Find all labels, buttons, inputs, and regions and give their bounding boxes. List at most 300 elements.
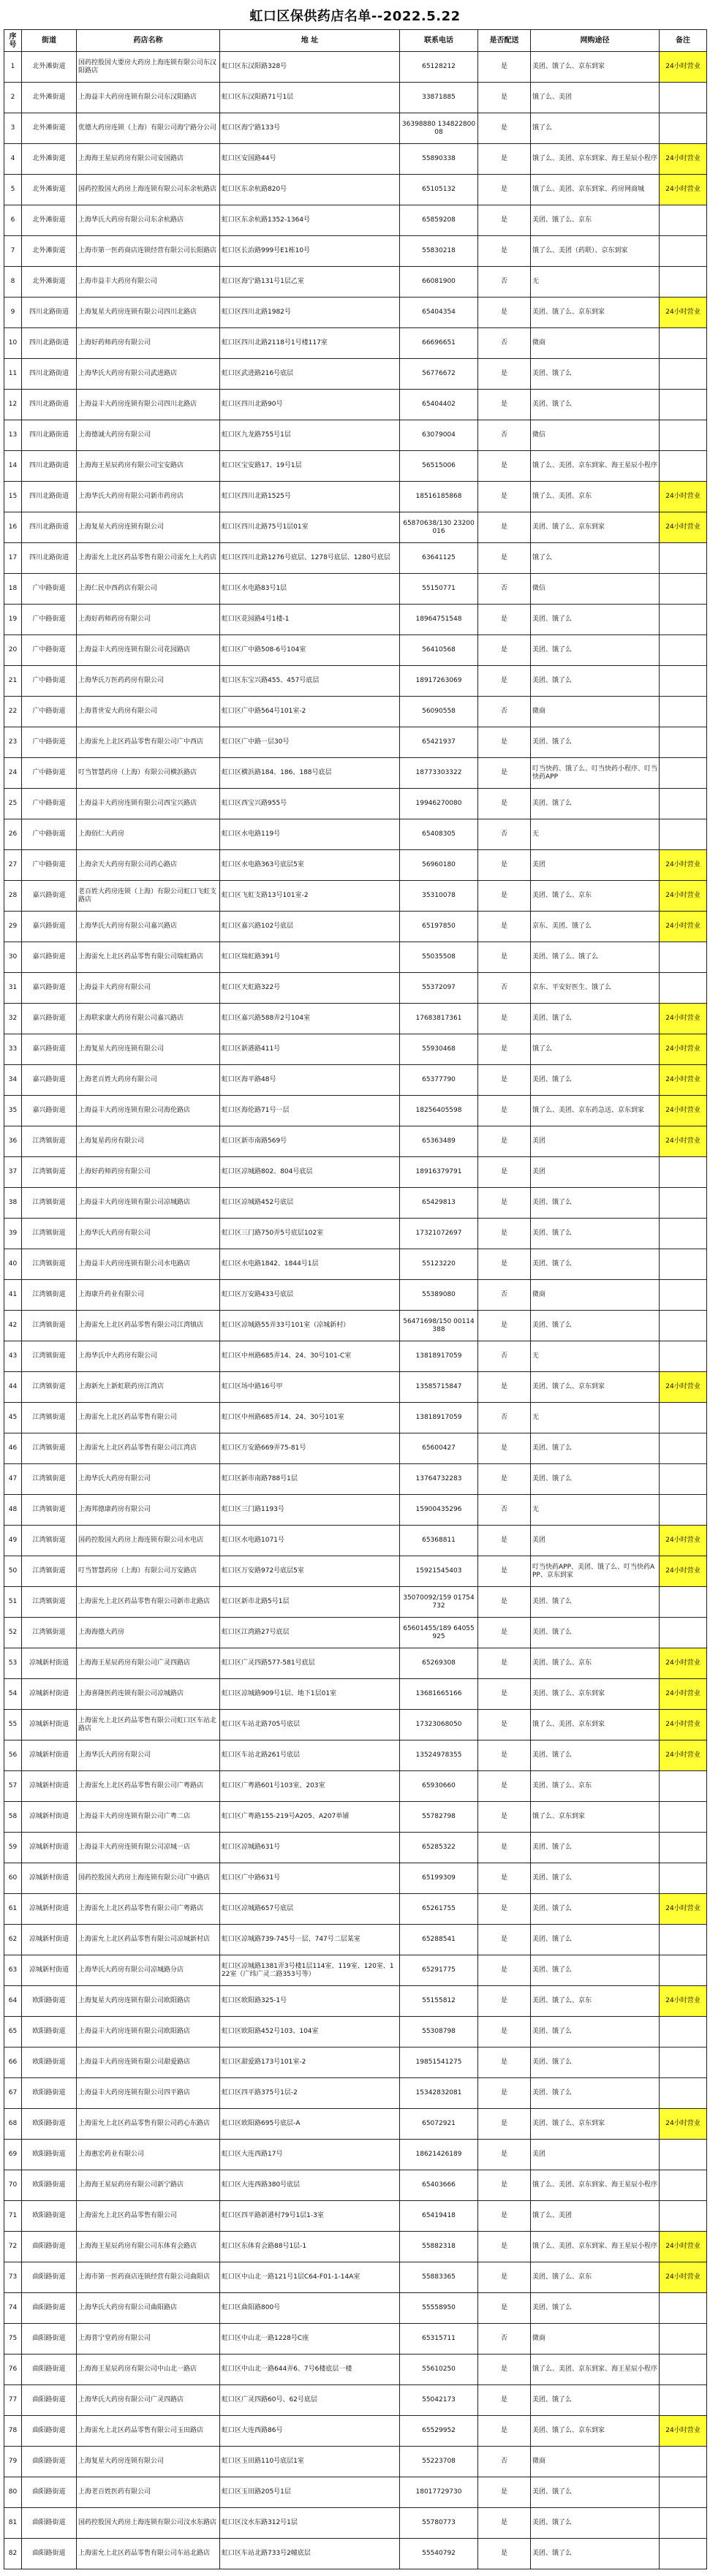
cell-remark [660,973,707,1004]
cell-street: 曲阳路街道 [22,2232,77,2262]
cell-address: 虹口区安国路44号 [220,144,400,175]
cell-delivery: 是 [478,482,531,512]
cell-address: 虹口区万安路669弄75-81号 [220,1433,400,1464]
cell-index: 66 [4,2047,22,2078]
cell-address: 虹口区水电路1842、1844号1层 [220,1249,400,1280]
cell-address: 虹口区水电路1071号 [220,1526,400,1556]
cell-index: 11 [4,359,22,390]
cell-delivery: 是 [478,2355,531,2385]
cell-index: 48 [4,1495,22,1526]
cell-online-channel: 美团、饿了么、京东 [531,881,660,912]
cell-street: 广中路街道 [22,697,77,727]
cell-street: 欧阳路街道 [22,2109,77,2140]
table-row [4,2078,707,2109]
cell-online-channel: 饿了么、美团（药联）、京东到家 [531,236,660,267]
cell-online-channel: 饿了么、美团、京东到家、海王星辰小程序 [531,2232,660,2262]
cell-online-channel: 美团、饿了么 [531,1925,660,1955]
table-row [4,850,707,881]
cell-online-channel: 饿了么 [531,543,660,574]
cell-phone: 65197850 [400,912,478,942]
table-row [4,2047,707,2078]
cell-street: 江湾镇街道 [22,1249,77,1280]
cell-street: 江湾镇街道 [22,1556,77,1587]
cell-phone: 17323068050 [400,1710,478,1740]
table-row [4,1771,707,1802]
cell-street: 江湾镇街道 [22,1157,77,1188]
col-header-online-channel: 网购途径 [531,30,660,52]
cell-online-channel: 美团、饿了么 [531,2293,660,2324]
cell-online-channel: 美团、饿了么、京东 [531,2262,660,2293]
cell-online-channel: 美团、饿了么、京东到家 [531,2109,660,2140]
cell-address: 虹口区水电路119号 [220,819,400,850]
cell-delivery: 是 [478,1526,531,1556]
page [4,0,706,2569]
cell-online-channel: 微商 [531,2447,660,2477]
cell-phone: 65072921 [400,2109,478,2140]
cell-pharmacy-name: 上海雷允上北区药品零售有限公司 [77,2201,220,2232]
cell-delivery: 否 [478,2447,531,2477]
cell-address: 虹口区广中路631号 [220,1863,400,1894]
cell-pharmacy-name: 上海雷允上北区药品零售有限公司广粤路店 [77,1894,220,1925]
cell-street: 曲阳路街道 [22,2447,77,2477]
cell-address: 虹口区中州路685弄14、24、30号101-C室 [220,1341,400,1372]
cell-online-channel: 美团、饿了么、京东到家 [531,2416,660,2447]
cell-index: 50 [4,1556,22,1587]
cell-online-channel: 美团、饿了么、京东到家 [531,52,660,83]
cell-online-channel: 美团、饿了么 [531,1311,660,1341]
cell-online-channel: 美团 [531,2140,660,2170]
table-row [4,1587,707,1618]
table-row [4,1034,707,1065]
cell-street: 江湾镇街道 [22,1526,77,1556]
table-row [4,1679,707,1710]
cell-address: 虹口区海伦路71号一层 [220,1096,400,1126]
cell-online-channel: 美团、饿了么 [531,1433,660,1464]
cell-index: 10 [4,328,22,359]
cell-online-channel: 美团、饿了么 [531,1618,660,1648]
table-row [4,1495,707,1526]
cell-delivery: 是 [478,83,531,113]
cell-delivery: 否 [478,973,531,1004]
cell-phone: 15921545403 [400,1556,478,1587]
cell-pharmacy-name: 上海好药师药房有限公司 [77,605,220,635]
cell-delivery: 是 [478,2140,531,2170]
cell-street: 江湾镇街道 [22,1618,77,1648]
cell-online-channel: 饿了么、美团、京东到家、海王星辰小程序 [531,2170,660,2201]
cell-index: 41 [4,1280,22,1311]
cell-delivery: 是 [478,2539,531,2569]
cell-phone: 55830218 [400,236,478,267]
cell-delivery: 是 [478,113,531,144]
cell-address: 虹口区广灵四路60号、62号底层 [220,2385,400,2416]
table-row [4,2385,707,2416]
cell-address: 虹口区海平路48号 [220,1065,400,1096]
cell-delivery: 是 [478,1372,531,1403]
cell-address: 虹口区凉城路909号1层、地下1层01室 [220,1679,400,1710]
table-row [4,113,707,144]
cell-remark: 24小时营业 [660,1986,707,2017]
cell-online-channel: 美团、饿了么 [531,2017,660,2047]
table-row [4,758,707,789]
cell-index: 23 [4,727,22,758]
cell-pharmacy-name: 上海雷允上北区药品零售有限公司药心东路店 [77,2109,220,2140]
table-row [4,2416,707,2447]
cell-index: 80 [4,2477,22,2508]
cell-address: 虹口区欧阳路452号103、104室 [220,2017,400,2047]
cell-street: 嘉兴路街道 [22,1096,77,1126]
cell-pharmacy-name: 上海华氏大药房有限公司广灵四路店 [77,2385,220,2416]
cell-index: 17 [4,543,22,574]
cell-remark: 24小时营业 [660,881,707,912]
cell-online-channel: 美团、饿了么 [531,1188,660,1219]
cell-phone: 55540792 [400,2539,478,2569]
cell-street: 欧阳路街道 [22,2017,77,2047]
cell-phone: 13524978355 [400,1740,478,1771]
cell-address: 虹口区海宁路133号 [220,113,400,144]
cell-pharmacy-name: 上海海王星辰药房有限公司新宁路店 [77,2170,220,2201]
cell-remark [660,727,707,758]
table-row [4,1004,707,1034]
cell-index: 55 [4,1710,22,1740]
cell-index: 82 [4,2539,22,2569]
cell-online-channel: 美团 [531,850,660,881]
cell-delivery: 是 [478,2416,531,2447]
cell-remark [660,697,707,727]
cell-index: 71 [4,2201,22,2232]
cell-index: 61 [4,1894,22,1925]
cell-street: 欧阳路街道 [22,2170,77,2201]
cell-address: 虹口区江湾路27号底层 [220,1618,400,1648]
cell-index: 36 [4,1126,22,1157]
cell-delivery: 否 [478,1495,531,1526]
cell-index: 77 [4,2385,22,2416]
cell-delivery: 是 [478,2047,531,2078]
cell-address: 虹口区凉城路631号 [220,1833,400,1863]
table-row [4,819,707,850]
cell-index: 4 [4,144,22,175]
cell-remark: 24小时营业 [660,912,707,942]
cell-delivery: 是 [478,451,531,482]
table-row [4,267,707,298]
cell-pharmacy-name: 上海益丰大药房连锁有限公司西宝兴路店 [77,789,220,819]
cell-phone: 65363489 [400,1126,478,1157]
cell-pharmacy-name: 上海海王星辰药房有限公司安国路店 [77,144,220,175]
cell-address: 虹口区东余杭路820号 [220,175,400,205]
cell-remark [660,1433,707,1464]
cell-remark [660,605,707,635]
cell-remark [660,1464,707,1495]
cell-pharmacy-name: 上海雷允上北区药品零售有限公司雷允上大药店 [77,543,220,574]
cell-index: 69 [4,2140,22,2170]
cell-online-channel: 美团、饿了么、京东 [531,1648,660,1679]
cell-remark [660,1925,707,1955]
cell-online-channel: 饿了么、美团、京东到家、海王星辰小程序 [531,451,660,482]
table-row [4,973,707,1004]
cell-delivery: 是 [478,1034,531,1065]
cell-phone: 65404354 [400,298,478,328]
cell-street: 北外滩街道 [22,175,77,205]
cell-delivery: 是 [478,543,531,574]
cell-address: 虹口区东宝兴路455、457号底层 [220,666,400,697]
cell-street: 江湾镇街道 [22,1433,77,1464]
cell-address: 虹口区武进路216号底层 [220,359,400,390]
cell-phone: 36398880 13482280008 [400,113,478,144]
cell-delivery: 是 [478,789,531,819]
table-row [4,635,707,666]
cell-index: 20 [4,635,22,666]
cell-index: 68 [4,2109,22,2140]
cell-pharmacy-name: 上海复星药房有限公司 [77,1126,220,1157]
cell-online-channel: 美团、饿了么、京东到家 [531,1679,660,1710]
cell-street: 广中路街道 [22,635,77,666]
cell-remark: 24小时营业 [660,298,707,328]
cell-delivery: 是 [478,758,531,789]
cell-delivery: 是 [478,390,531,420]
cell-address: 虹口区玉田路205号1层 [220,2477,400,2508]
cell-address: 虹口区中山北一路644弄6、7号6楼底层一楼 [220,2355,400,2385]
table-row [4,236,707,267]
table-row [4,666,707,697]
cell-pharmacy-name: 上海益丰大药房连锁有限公司花园路店 [77,635,220,666]
cell-delivery: 是 [478,666,531,697]
cell-phone: 18964751548 [400,605,478,635]
cell-online-channel: 美团、饿了么 [531,1464,660,1495]
cell-delivery: 是 [478,2293,531,2324]
cell-phone: 66696651 [400,328,478,359]
cell-street: 广中路街道 [22,850,77,881]
cell-index: 15 [4,482,22,512]
cell-pharmacy-name: 上海邦德康药房有限公司 [77,1495,220,1526]
cell-remark: 24小时营业 [660,482,707,512]
cell-remark [660,1955,707,1986]
cell-address: 虹口区新市南路569号 [220,1126,400,1157]
cell-index: 54 [4,1679,22,1710]
cell-phone: 56090558 [400,697,478,727]
table-row [4,2017,707,2047]
cell-phone: 18621426189 [400,2140,478,2170]
cell-remark [660,1618,707,1648]
cell-address: 虹口区凉城路739-745号一层、747号二层某室 [220,1925,400,1955]
cell-index: 40 [4,1249,22,1280]
cell-street: 北外滩街道 [22,113,77,144]
cell-remark: 24小时营业 [660,175,707,205]
cell-street: 北外滩街道 [22,236,77,267]
table-row [4,1894,707,1925]
col-header-phone: 联系电话 [400,30,478,52]
cell-index: 38 [4,1188,22,1219]
col-header-remark: 备注 [660,30,707,52]
cell-remark: 24小时营业 [660,1004,707,1034]
cell-remark: 24小时营业 [660,1556,707,1587]
cell-delivery: 是 [478,2078,531,2109]
cell-index: 30 [4,942,22,973]
table-row [4,881,707,912]
cell-remark [660,2170,707,2201]
cell-delivery: 是 [478,881,531,912]
table-row [4,1065,707,1096]
table-row [4,1096,707,1126]
cell-online-channel: 京东、美团、饿了么 [531,912,660,942]
cell-index: 70 [4,2170,22,2201]
cell-address: 虹口区凉城路452号底层 [220,1188,400,1219]
cell-online-channel: 美团、饿了么 [531,1863,660,1894]
cell-online-channel: 美团、饿了么 [531,1249,660,1280]
cell-street: 曲阳路街道 [22,2508,77,2539]
cell-online-channel: 饿了么、美团、京东到家 [531,1710,660,1740]
cell-online-channel: 无 [531,1495,660,1526]
cell-delivery: 是 [478,2262,531,2293]
cell-delivery: 是 [478,144,531,175]
cell-street: 广中路街道 [22,605,77,635]
cell-delivery: 是 [478,1618,531,1648]
cell-delivery: 是 [478,1219,531,1249]
cell-remark [660,359,707,390]
cell-pharmacy-name: 上海雷允上北区药品零售有限公司玉田路店 [77,2416,220,2447]
table-row [4,2447,707,2477]
cell-pharmacy-name: 上海复星大药房连锁有限公司欧阳路店 [77,1986,220,2017]
cell-delivery: 是 [478,605,531,635]
cell-phone: 65368811 [400,1526,478,1556]
cell-index: 1 [4,52,22,83]
cell-street: 欧阳路街道 [22,2047,77,2078]
cell-pharmacy-name: 上海益丰大药房连锁有限公司甜爱路店 [77,2047,220,2078]
cell-delivery: 是 [478,1648,531,1679]
cell-address: 虹口区水电路363号底层5室 [220,850,400,881]
cell-phone: 65601455/189 64055925 [400,1618,478,1648]
cell-street: 曲阳路街道 [22,2262,77,2293]
cell-online-channel: 京东、平安好医生、饿了么 [531,973,660,1004]
cell-online-channel: 美团 [531,1126,660,1157]
cell-index: 74 [4,2293,22,2324]
cell-online-channel: 美团、饿了么、京东 [531,1986,660,2017]
cell-remark [660,390,707,420]
cell-remark: 24小时营业 [660,2262,707,2293]
cell-phone: 65408305 [400,819,478,850]
cell-street: 凉城新村街道 [22,1802,77,1833]
cell-phone: 65421937 [400,727,478,758]
cell-address: 虹口区万安路433号底层 [220,1280,400,1311]
cell-delivery: 是 [478,1710,531,1740]
table-row [4,2508,707,2539]
cell-index: 37 [4,1157,22,1188]
cell-delivery: 是 [478,1986,531,2017]
table-row [4,420,707,451]
cell-online-channel: 叮当快药、饿了么、叮当快药小程序、叮当快药APP [531,758,660,789]
cell-pharmacy-name: 上海华氏万医药药房有限公司 [77,666,220,697]
cell-street: 凉城新村街道 [22,1679,77,1710]
table-row [4,512,707,543]
cell-index: 49 [4,1526,22,1556]
cell-address: 虹口区天虹路322号 [220,973,400,1004]
cell-street: 四川北路街道 [22,359,77,390]
table-row [4,1249,707,1280]
cell-index: 29 [4,912,22,942]
cell-online-channel: 微商 [531,328,660,359]
cell-delivery: 是 [478,175,531,205]
cell-remark [660,2508,707,2539]
cell-address: 虹口区西宝兴路955号 [220,789,400,819]
cell-street: 广中路街道 [22,789,77,819]
cell-delivery: 是 [478,512,531,543]
cell-pharmacy-name: 上海市第一医药商店连锁经营有限公司曲阳店 [77,2262,220,2293]
cell-pharmacy-name: 上海益丰大药房连锁有限公司水电路店 [77,1249,220,1280]
cell-delivery: 是 [478,1740,531,1771]
cell-address: 虹口区四平路新港村79号1层1-3室 [220,2201,400,2232]
col-header-delivery: 是否配送 [478,30,531,52]
cell-phone: 13818917059 [400,1403,478,1433]
cell-street: 北外滩街道 [22,144,77,175]
table-row [4,1526,707,1556]
cell-online-channel: 美团、饿了么 [531,1065,660,1096]
cell-pharmacy-name: 上海雷允上北区药品零售有限公司广粤路店 [77,1771,220,1802]
col-header-address: 地 址 [220,30,400,52]
cell-online-channel: 饿了么、美团、京东 [531,482,660,512]
cell-phone: 17683817361 [400,1004,478,1034]
cell-street: 江湾镇街道 [22,1341,77,1372]
cell-remark: 24小时营业 [660,2416,707,2447]
cell-address: 虹口区新港路411号 [220,1034,400,1065]
cell-pharmacy-name: 国药控股国大药房上海连锁有限公司广中路店 [77,1863,220,1894]
cell-street: 江湾镇街道 [22,1372,77,1403]
cell-index: 43 [4,1341,22,1372]
table-row [4,1311,707,1341]
cell-phone: 19851541275 [400,2047,478,2078]
cell-index: 26 [4,819,22,850]
cell-remark [660,2140,707,2170]
cell-delivery: 是 [478,2477,531,2508]
table-row [4,1833,707,1863]
table-row [4,1403,707,1433]
cell-pharmacy-name: 上海益丰大药房连锁有限公司四平路店 [77,2078,220,2109]
table-row [4,789,707,819]
table-row [4,482,707,512]
cell-phone: 63079004 [400,420,478,451]
cell-address: 虹口区飞虹支路13号101室-2 [220,881,400,912]
cell-delivery: 是 [478,1833,531,1863]
cell-index: 65 [4,2017,22,2047]
cell-index: 78 [4,2416,22,2447]
cell-pharmacy-name: 上海海王星辰药房有限公司东体育会路店 [77,2232,220,2262]
cell-index: 53 [4,1648,22,1679]
cell-phone: 18773303322 [400,758,478,789]
cell-address: 虹口区三门路1193号 [220,1495,400,1526]
cell-phone: 55123220 [400,1249,478,1280]
cell-address: 虹口区东汉阳路328号 [220,52,400,83]
cell-street: 四川北路街道 [22,390,77,420]
cell-remark [660,543,707,574]
table-row [4,1802,707,1833]
cell-remark [660,420,707,451]
cell-pharmacy-name: 上海雷允上北区药品零售有限公司江湾店 [77,1433,220,1464]
cell-phone: 33871885 [400,83,478,113]
cell-delivery: 是 [478,236,531,267]
cell-online-channel: 叮当快药APP、美团、饿了么、叮当快药APP、京东到家 [531,1556,660,1587]
table-row [4,328,707,359]
cell-address: 虹口区广中路508-6号104室 [220,635,400,666]
cell-pharmacy-name: 国药控股国大要房大药房上海连锁有限公司东汉阳路店 [77,52,220,83]
cell-online-channel: 饿了么 [531,113,660,144]
cell-online-channel: 饿了么、美团、京东到家、海王星辰小程序 [531,2355,660,2385]
cell-online-channel: 微商 [531,2324,660,2355]
cell-index: 52 [4,1618,22,1648]
table-row [4,1280,707,1311]
cell-phone: 65261755 [400,1894,478,1925]
cell-remark [660,1157,707,1188]
cell-address: 虹口区中州路685弄14、24、30号101室 [220,1403,400,1433]
cell-street: 凉城新村街道 [22,1833,77,1863]
cell-address: 虹口区车站北路261号底层 [220,1740,400,1771]
cell-street: 凉城新村街道 [22,1771,77,1802]
